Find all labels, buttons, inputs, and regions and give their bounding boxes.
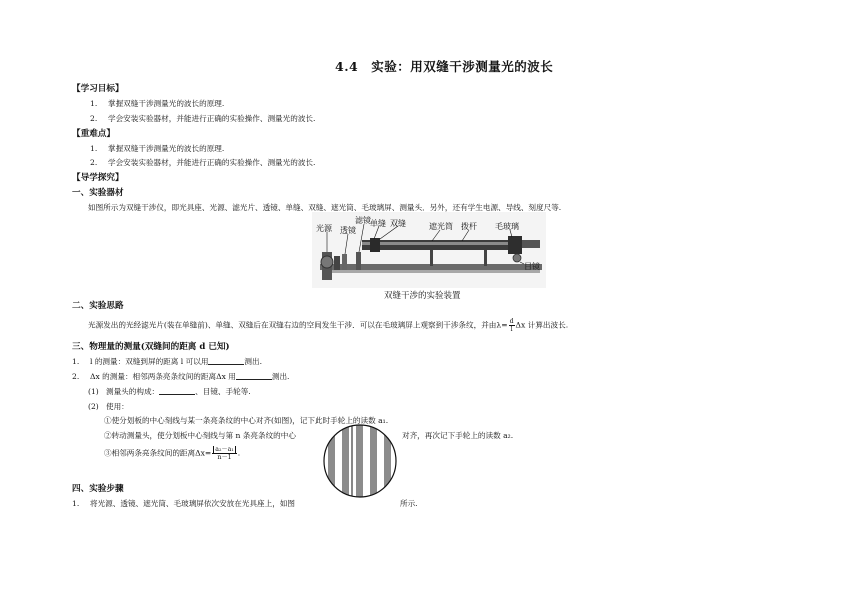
section-4-item-1-num: 1. xyxy=(72,499,80,508)
step-3-text-a: ③相邻两条亮条纹间的距离Δx= xyxy=(104,448,212,458)
section-3-sub-1 xyxy=(88,386,251,397)
filter-mount xyxy=(356,252,361,270)
fraction-numerator: d xyxy=(509,318,514,325)
label-filter: 滤镜 xyxy=(355,216,371,225)
delta-x-denominator: n－1 xyxy=(217,454,232,461)
section-3-item-2-num: 2. xyxy=(72,372,80,381)
dark-fringe xyxy=(342,423,349,499)
section-2-text-a: 光源发出的光经滤光片(装在单缝前)、单缝、双缝后在双缝右边的空间发生干涉．可以在毛玻璃屏上观察到干涉条纹，并由λ= xyxy=(88,320,508,330)
section-3-sub-2-text: 使用： xyxy=(106,402,129,411)
measuring-head xyxy=(508,236,522,254)
section-3-sub-2 xyxy=(88,401,129,412)
label-single-slit: 单缝 xyxy=(370,219,386,228)
slit-holder xyxy=(370,238,380,252)
delta-x-fraction xyxy=(212,446,237,461)
section-3-item-2-text-b: 测出. xyxy=(271,372,290,381)
step-3-text-b: . xyxy=(237,448,241,458)
section-4-item-1-text-b: 所示. xyxy=(400,499,418,508)
section-2-heading: 二、实验思路 xyxy=(72,301,124,311)
apparatus-figure xyxy=(312,212,546,302)
step-1-text: ①使分划板的中心刻线与某一条亮条纹的中心对齐(如图)，记下此时手轮上的读数 a₁. xyxy=(104,416,389,425)
figure-caption: 双缝干涉的实验装置 xyxy=(384,291,461,301)
label-lens: 透镜 xyxy=(340,226,356,235)
step-2-text-a: ②转动测量头，使分划板中心刻线与第 n 条亮条纹的中心 xyxy=(104,431,296,440)
section-3-sub-1-text-b: 、目镜、手轮等. xyxy=(195,387,251,396)
page-title: 4.4 实验：用双缝干涉测量光的波长 xyxy=(335,59,554,74)
key-points-heading: 【重难点】 xyxy=(72,129,115,139)
key-points-item-2-num: 2. xyxy=(90,158,98,167)
apparatus-drawing xyxy=(312,212,546,302)
label-lever: 拨杆 xyxy=(461,222,477,231)
section-4-item-1-text-a: 将光源、透镜、遮光筒、毛玻璃屏依次安放在光具座上，如图 xyxy=(90,499,296,508)
key-points-item-1 xyxy=(90,143,224,154)
section-3-sub-1-text-a: 测量头的构成： xyxy=(106,387,160,396)
section-3-item-2 xyxy=(72,371,289,382)
fill-blank-1[interactable] xyxy=(208,356,244,365)
section-2-text-b: Δx 计算出波长. xyxy=(515,320,569,330)
section-3-sub-2-num: (2) xyxy=(88,402,99,411)
goals-item-2-text: 学会安装实验器材，并能进行正确的实验操作、测量光的波长. xyxy=(108,114,316,123)
dark-fringe xyxy=(356,423,363,499)
explore-heading: 【导学探究】 xyxy=(72,173,124,183)
goals-item-1 xyxy=(90,98,224,109)
fringe-reticle-figure xyxy=(322,423,398,499)
section-1-heading: 一、实验器材 xyxy=(72,188,124,198)
goals-item-1-text: 掌握双缝干涉测量光的波长的原理. xyxy=(108,99,225,108)
section-3-item-1-text-a: l 的测量：双缝到屏的距离 l 可以用 xyxy=(90,357,209,366)
lambda-fraction xyxy=(509,318,515,333)
fill-blank-2[interactable] xyxy=(236,371,272,380)
section-4-heading: 四、实验步骤 xyxy=(72,484,124,494)
key-points-item-1-num: 1. xyxy=(90,144,98,153)
eyepiece xyxy=(522,240,540,248)
label-double-slit: 双缝 xyxy=(390,219,406,228)
section-3-sub-1-num: (1) xyxy=(88,387,99,396)
goals-item-2-num: 2. xyxy=(90,114,98,123)
section-2-text xyxy=(88,318,568,333)
lens-mount xyxy=(342,254,347,270)
step-2-text-b: 对齐，再次记下手轮上的读数 a₂. xyxy=(402,431,514,440)
dark-fringe xyxy=(370,423,377,499)
label-light-source: 光源 xyxy=(316,224,332,233)
label-ground-glass: 毛玻璃 xyxy=(495,222,519,231)
key-points-item-1-text: 掌握双缝干涉测量光的波长的原理. xyxy=(108,144,225,153)
section-3-item-1-num: 1. xyxy=(72,357,80,366)
key-points-item-2 xyxy=(90,157,315,168)
section-4-item-1 xyxy=(72,498,295,509)
section-3-item-2-text-a: Δx 的测量：相邻两条亮条纹间的距离Δx 用 xyxy=(90,372,236,381)
goals-heading: 【学习目标】 xyxy=(72,84,124,94)
goals-item-1-num: 1. xyxy=(90,99,98,108)
delta-x-abs-value: a₂－a₁ xyxy=(215,446,234,453)
key-points-item-2-text: 学会安装实验器材，并能进行正确的实验操作、测量光的波长. xyxy=(108,158,316,167)
label-eyepiece: 目镜 xyxy=(524,262,540,271)
label-shade-tube: 遮光筒 xyxy=(429,222,453,231)
goals-item-2 xyxy=(90,113,315,124)
fraction-denominator: l xyxy=(510,326,513,333)
section-1-text: 如图所示为双缝干涉仪，即光具座、光源、滤光片、透镜、单缝、双缝、遮光筒、毛玻璃屏、测量头．另外，还有学生电源、导线、刻度尺等. xyxy=(88,203,562,212)
section-3-item-1-text-b: 测出. xyxy=(244,357,263,366)
fringe-reticle-drawing xyxy=(322,423,398,499)
section-3-item-1 xyxy=(72,356,262,367)
delta-x-numerator xyxy=(212,446,237,454)
dark-fringe xyxy=(328,423,335,499)
fill-blank-3[interactable] xyxy=(159,386,195,395)
section-3-heading: 三、物理量的测量(双缝间的距离 d 已知) xyxy=(72,342,230,352)
step-3 xyxy=(104,446,240,461)
